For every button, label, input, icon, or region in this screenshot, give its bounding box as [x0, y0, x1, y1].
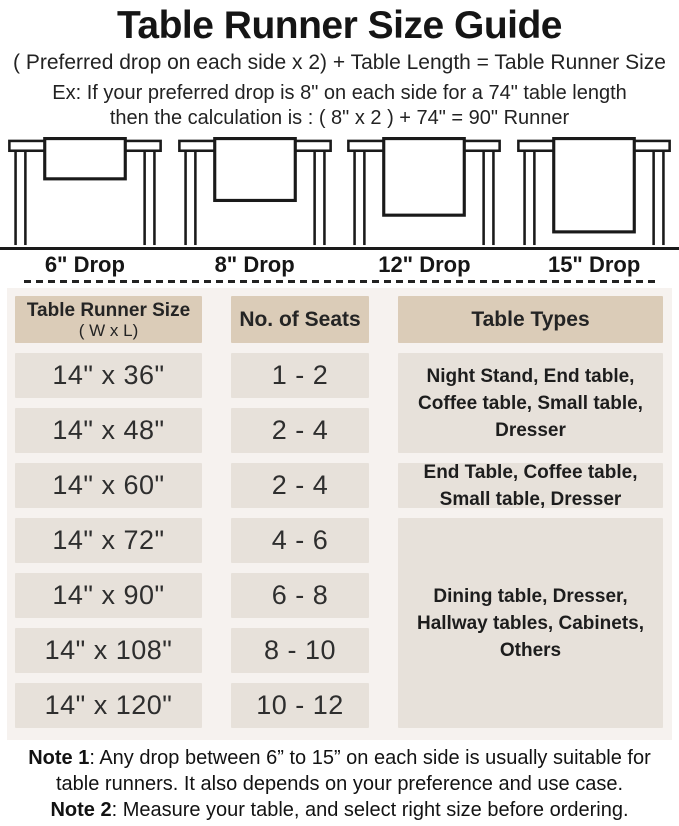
seats-value: 8 - 10 [231, 628, 369, 673]
formula-text: ( Preferred drop on each side x 2) + Table Length = Table Runner Size [13, 51, 666, 74]
runner-size-value: 14" x 120" [15, 683, 202, 728]
seats-value: 2 - 4 [231, 408, 369, 453]
runner-size-value: 14" x 36" [15, 353, 202, 398]
illustration-15-drop [509, 137, 679, 247]
dashed-divider [24, 280, 655, 283]
note-1: Note 1: Any drop between 6” to 15” on each side is usually suitable for table runners. It also depends on your preference and use case. [28, 747, 651, 795]
runner-size-value: 14" x 48" [15, 408, 202, 453]
notes-section [0, 745, 679, 823]
drop-illustrations-row [0, 137, 679, 247]
size-table [7, 288, 672, 740]
illustration-12-drop [340, 137, 510, 247]
table-types-group-3: Dining table, Dresser, Hallway tables, Cabinets, Others [398, 518, 663, 728]
seats-value: 2 - 4 [231, 463, 369, 508]
drop-labels-row [0, 250, 679, 280]
drop-label-15: 15" Drop [547, 252, 641, 277]
note-2: Note 2: Measure your table, and select right size before ordering. [50, 799, 629, 821]
illustration-8-drop [170, 137, 340, 247]
table-runner-diagram-icon [5, 137, 165, 247]
table-types-group-2: End Table, Coffee table, Small table, Dresser [398, 463, 663, 508]
seats-value: 6 - 8 [231, 573, 369, 618]
seats-value: 4 - 6 [231, 518, 369, 563]
runner-size-value: 14" x 108" [15, 628, 202, 673]
table-runner-diagram-icon [514, 137, 674, 247]
page-title: Table Runner Size Guide [116, 4, 563, 47]
illustration-6-drop [0, 137, 170, 247]
table-types-group-1: Night Stand, End table, Coffee table, Small table, Dresser [398, 353, 663, 453]
header-no-of-seats: No. of Seats [231, 296, 369, 343]
example-line-1: Ex: If your preferred drop is 8" on each side for a 74" table length [52, 82, 627, 104]
seats-value: 10 - 12 [231, 683, 369, 728]
runner-size-value: 14" x 72" [15, 518, 202, 563]
runner-size-value: 14" x 60" [15, 463, 202, 508]
seats-value: 1 - 2 [231, 353, 369, 398]
header-runner-size [15, 296, 202, 343]
header-runner-size-sub: ( W x L) [78, 320, 139, 340]
table-runner-diagram-icon [344, 137, 504, 247]
header-runner-size-title: Table Runner Size [26, 299, 191, 321]
header-table-types: Table Types [398, 296, 663, 343]
drop-label-12: 12" Drop [378, 252, 471, 277]
runner-size-value: 14" x 90" [15, 573, 202, 618]
drop-label-6: 6" Drop [44, 252, 125, 277]
drop-label-8: 8" Drop [214, 252, 295, 277]
example-line-2: then the calculation is : ( 8" x 2 ) + 74" = 90" Runner [109, 107, 570, 129]
table-runner-diagram-icon [175, 137, 335, 247]
